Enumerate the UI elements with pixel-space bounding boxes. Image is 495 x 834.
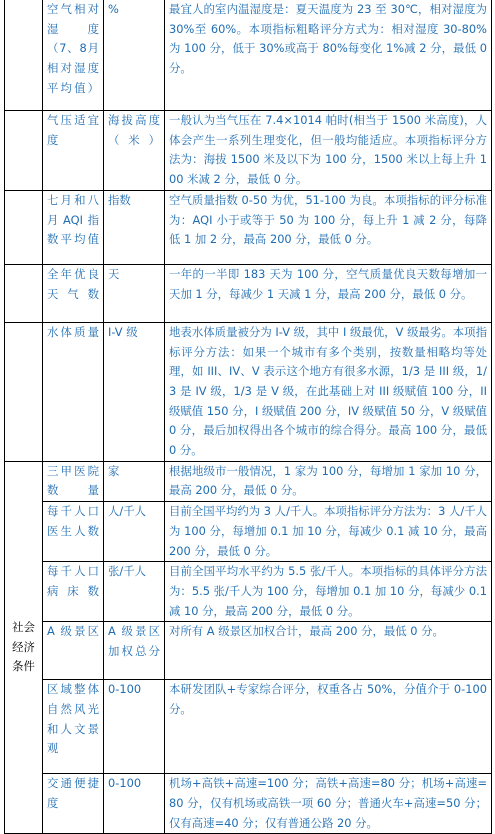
indicator-unit: 人/千人 <box>104 502 165 562</box>
table-row <box>5 0 492 111</box>
indicator-unit: 海拔高度（米） <box>104 111 165 191</box>
indicator-name: 每千人口病床数 <box>43 562 104 622</box>
indicator-unit: I-V 级 <box>104 322 165 461</box>
table-row <box>5 190 492 264</box>
indicator-description: 空气质量指数 0-50 为优，51-100 为良。本项指标的评分标准为：AQI 小于或等于 50 为 100 分，每上升 1 减 2 分，每降低 1 加 2 分，最高 200 分，最低 0 分。 <box>165 190 492 264</box>
table-row <box>5 502 492 562</box>
table-row <box>5 461 492 501</box>
table-row <box>5 264 492 322</box>
indicator-unit: 天 <box>104 264 165 322</box>
category-cell-blank <box>5 111 43 191</box>
indicator-name: 交通便捷度 <box>43 774 104 834</box>
indicator-name: A 级景区 <box>43 622 104 680</box>
indicator-name: 空气相对湿度（7、8月相对湿度平均值） <box>43 0 104 111</box>
indicator-description: 目前全国平均水平约为 5.5 张/千人。本项指标的具体评分方法为：5.5 张/千人为 100 分，每增加 0.1 加 10 分，每减少 0.1 减 10 分，最高 200 分，最低 0 分。 <box>165 562 492 622</box>
category-cell-blank <box>5 190 43 264</box>
category-cell-blank <box>5 264 43 322</box>
table-row <box>5 680 492 774</box>
indicator-description: 根据地级市一般情况，1 家为 100 分，每增加 1 家加 10 分，最高 200 分，最低 0 分。 <box>165 461 492 501</box>
category-label: 社会经济条件 <box>5 461 43 834</box>
indicator-description: 一般认为当气压在 7.4×1014 帕时(相当于 1500 米高度)，人体会产生一系列生理变化，但一般均能适应。本项指标评分方法为：海拔 1500 米及以下为 100 分，1500 米以上每上升 100 米减 2 分，最低 0 分。 <box>165 111 492 191</box>
indicator-name: 全年优良天气数 <box>43 264 104 322</box>
indicator-unit: 家 <box>104 461 165 501</box>
indicator-unit: A 级景区加权总分 <box>104 622 165 680</box>
indicator-description: 本研发团队+专家综合评分，权重各占 50%，分值介于 0-100 分。 <box>165 680 492 774</box>
indicator-description: 目前全国平均约为 3 人/千人。本项指标评分方法为：3 人/千人为 100 分，每增加 0.1 加 10 分，每减少 0.1 减 10 分，最高 200 分，最低 0 分。 <box>165 502 492 562</box>
indicator-name: 三甲医院数量 <box>43 461 104 501</box>
category-cell-blank <box>5 322 43 461</box>
indicator-description: 机场+高铁+高速=100 分；高铁+高速=80 分；机场+高速=80 分，仅有机场或高铁一项 60 分；普通火车+高速=50 分；仅有高速=40 分；仅有普通公路 20 分。 <box>165 774 492 834</box>
indicator-description: 最宜人的室内温湿度是：夏天温度为 23 至 30℃，相对湿度为 30%至 60%。本项指标粗略评分方式为：相对湿度 30-80%为 100 分，低于 30%或高于 80%每变化 1%减 2 分，最低 0 分。 <box>165 0 492 111</box>
indicator-unit: 张/千人 <box>104 562 165 622</box>
table-row <box>5 111 492 191</box>
indicator-description: 对所有 A 级景区加权合计，最高 200 分，最低 0 分。 <box>165 622 492 680</box>
table-row <box>5 622 492 680</box>
indicator-name: 气压适宜度 <box>43 111 104 191</box>
indicator-name: 水体质量 <box>43 322 104 461</box>
indicator-description: 一年的一半即 183 天为 100 分，空气质量优良天数每增加一天加 1 分，每减少 1 天减 1 分，最高 200 分，最低 0 分。 <box>165 264 492 322</box>
indicator-table <box>4 0 492 834</box>
table-row <box>5 774 492 834</box>
indicator-description: 地表水体质量被分为 I-V 级，其中 I 级最优，V 级最劣。本项指标评分方法：如果一个城市有多个类别，按数量相略均等处理，如 III、IV、V 表示这个地方有很多水源，1/3 是 III 级，1/3 是 IV 级，1/3 是 V 级，在此基础上对 III 级赋值 100 分，II 级赋值 150 分，I 级赋值 200 分，IV 级赋值 50 分，V 级赋值 0 分，最后加权得出各个城市的综合得分。最高 100 分，最低 0 分。 <box>165 322 492 461</box>
indicator-unit: % <box>104 0 165 111</box>
indicator-name: 每千人口医生人数 <box>43 502 104 562</box>
table-row <box>5 322 492 461</box>
indicator-name: 七月和八月AQI指数平均值 <box>43 190 104 264</box>
indicator-unit: 0-100 <box>104 774 165 834</box>
indicator-unit: 指数 <box>104 190 165 264</box>
indicator-unit: 0-100 <box>104 680 165 774</box>
category-cell-blank <box>5 0 43 111</box>
table-row <box>5 562 492 622</box>
indicator-name: 区域整体自然风光和人文景观 <box>43 680 104 774</box>
